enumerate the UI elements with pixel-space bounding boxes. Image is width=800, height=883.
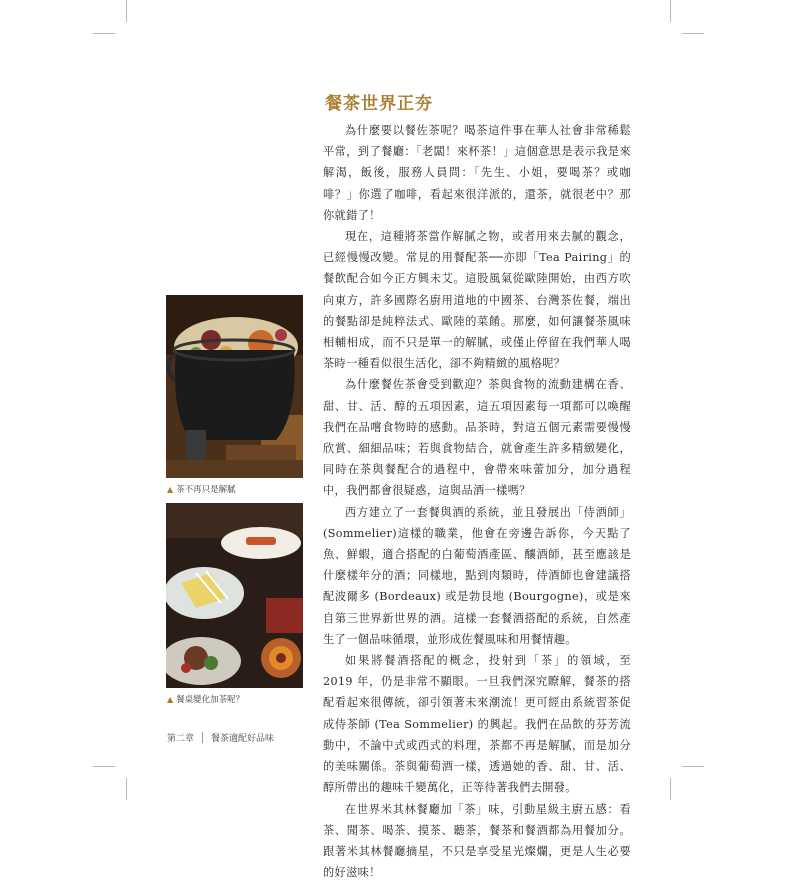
crop-mark-bottom-right-horizontal [682,766,704,767]
chapter-title: 餐茶適配好品味 [211,731,274,744]
paragraph: 為什麼餐佐茶會受到歡迎？茶與食物的流動建構在香、甜、甘、活、醇的五項因素，這五項因素每一項都可以喚醒我們在品嚐食物時的感動。品茶時，對這五個元素需要慢慢欣賞、細細品味；若與食物結合，就會產生許多精緻變化，同時在茶與餐配合的過程中，會帶來味蕾加分，加分過程中，我們都會很疑惑，這與品酒一樣嗎？ [323,374,631,501]
triangle-icon: ▲ [167,695,173,704]
crop-mark-bottom-right-vertical [670,778,671,800]
crop-mark-top-right-vertical [670,0,671,22]
caption-bottom [167,693,244,705]
body-text [323,120,631,883]
footer-divider [202,732,203,743]
food-photo-plates [166,503,303,688]
caption-bottom-text: 餐桌變化加茶呢？ [176,693,244,705]
page-footer [167,731,274,744]
crop-mark-top-left-vertical [126,0,127,22]
paragraph: 西方建立了一套餐與酒的系統，並且發展出「侍酒師」(Sommelier)這樣的職業，他會在旁邊告訴你，今天點了魚、鮮蝦，適合搭配的白葡萄酒產區、釀酒師，甚至應該是什麼樣年分的酒；同樣地，點到肉類時，侍酒師也會建議搭配波爾多 (Bordeaux) 或是勃艮地 (Bourgogne)，或是來自第三世界新世界的酒。這樣一套餐酒搭配的系統，自然產生了一個品味循環，並形成佐餐風味和用餐情趣。 [323,502,631,650]
section-heading: 餐茶世界正夯 [325,89,433,114]
caption-top-text: 茶不再只是解膩 [176,483,236,495]
paragraph: 在世界米其林餐廳加「茶」味，引動星級主廚五感：看茶、聞茶、喝茶、摸茶、聽茶，餐茶和餐酒都為用餐加分。跟著米其林餐廳摘星，不只是享受星光燦爛，更是人生必要的好滋味！ [323,799,631,883]
paragraph: 現在，這種將茶當作解膩之物，或者用來去膩的觀念，已經慢慢改變。常見的用餐配茶──亦即「Tea Pairing」的餐飲配合如今正方興未艾。這股風氣從歐陸開始，由西方吹向東方，許多國際名廚用道地的中國茶、台灣茶佐餐，端出的餐點卻是純粹法式、歐陸的菜餚。那麼，如何讓餐茶風味相輔相成，而不只是單一的解膩，或僅止停留在我們華人喝茶時一種看似很生活化，卻不夠精緻的風格呢？ [323,226,631,374]
paragraph: 為什麼要以餐佐茶呢？喝茶這件事在華人社會非常稀鬆平常，到了餐廳：「老闆！來杯茶！」這個意思是表示我是來解渴，飯後，服務人員問：「先生、小姐，要喝茶？或咖啡？」你選了咖啡，看起來很洋派的，還茶，就很老中？那你就錯了！ [323,120,631,226]
crop-mark-bottom-left-vertical [126,778,127,800]
crop-mark-bottom-left-horizontal [93,766,115,767]
triangle-icon: ▲ [167,485,173,494]
chapter-label: 第二章 [167,731,194,744]
crop-mark-top-right-horizontal [682,33,704,34]
crop-mark-top-left-horizontal [93,33,115,34]
food-photo-pot [166,295,303,478]
caption-top [167,483,236,495]
paragraph: 如果將餐酒搭配的概念，投射到「茶」的領域，至 2019 年，仍是非常不顯眼。一旦我們深究瞭解，餐茶的搭配看起來很傳統，卻引領著未來潮流！更可經由系統習茶促成侍茶師 (Tea Sommelier) 的興起。我們在品飲的芬芳流動中，不論中式或西式的料理，茶都不再是解膩，而是加分的美味關係。茶與葡萄酒一樣，透過她的香、甜、甘、活、醇所帶出的趣味千變萬化，正等待著我們去開發。 [323,650,631,798]
